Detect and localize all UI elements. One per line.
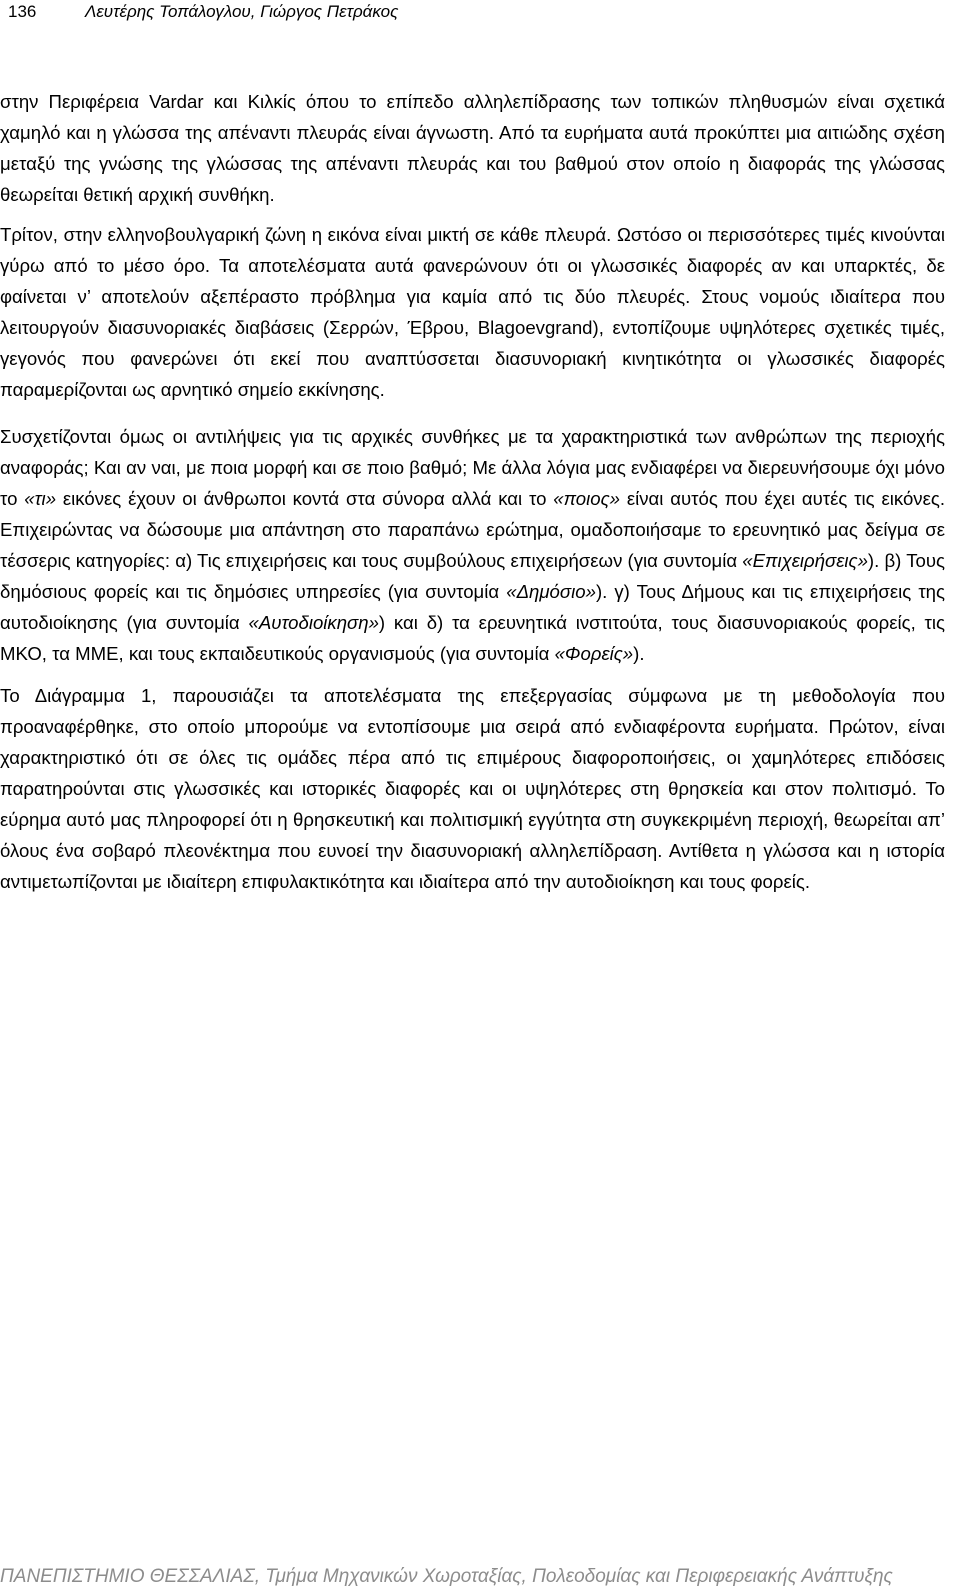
paragraph-3-emphasis-poios: «ποιος» [553,488,620,509]
paragraph-3-text-5: ). γ) Τους Δήμους και τις επιχειρήσεις της αυτοδιοίκησης (για συντομία [0,581,945,633]
page-number: 136 [8,2,37,21]
paragraph-3-emphasis-dimosio: «Δημόσιο» [506,581,596,602]
paragraph-4: Το Διάγραμμα 1, παρουσιάζει τα αποτελέσματα της επεξεργασίας σύμφωνα με τη μεθοδολογία που προαναφέρθηκε, στο οποίο μπορούμε να εντοπίσουμε μια σειρά από ενδιαφέροντα ευρήματα. Πρώτον, είναι χαρακτηριστικό ότι σε όλες τις ομάδες πέρα από τις επιμέρους διαφοροποιήσεις, οι χαμηλότερες επιδόσεις παρατηρούνται στις γλωσσικές και ιστορικές διαφορές και οι υψηλότερες στη θρησκεία και στον πολιτισμό. Το εύρημα αυτό μας πληροφορεί ότι η θρησκευτική και πολιτισμική εγγύτητα στη συγκεκριμένη περιοχή, θεωρείται απ’ όλους ένα σοβαρό πλεονέκτημα που ευνοεί την διασυνοριακή αλληλεπίδραση. Αντίθετα η γλώσσα και η ιστορία αντιμετωπίζονται με ιδιαίτερη επιφυλακτικότητα και ιδιαίτερα από την αυτοδιοίκηση και τους φορείς. [0,685,945,892]
page-header [0,0,960,30]
paragraph-3-text-7: ). [633,643,645,664]
paragraph-3-emphasis-epixeiriseis: «Επιχειρήσεις» [742,550,868,571]
paragraph-3-text-4: ). β) Τους δημόσιους φορείς και τις δημόσιες υπηρεσίες (για συντομία [0,550,945,602]
body-text [0,86,945,897]
paragraph-3-emphasis-aftodioikisi: «Αυτοδιοίκηση» [248,612,379,633]
paragraph-3-emphasis-foreis: «Φορείς» [554,643,634,664]
paragraph-3-text-6: ) και δ) τα ερευνητικά ινστιτούτα, τους διασυνοριακούς φορείς, τις ΜΚΟ, τα ΜΜΕ, και τους εκπαιδευτικούς οργανισμούς (για συντομία [0,612,945,664]
paragraph-3-text-2: εικόνες έχουν οι άνθρωποι κοντά στα σύνορα αλλά και το [56,488,554,509]
paragraph-3 [0,421,945,669]
paragraph-3-text-3: είναι αυτός που έχει αυτές τις εικόνες. Επιχειρώντας να δώσουμε μια απάντηση στο παραπάνω ερώτημα, ομαδοποιήσαμε το ερευνητικό μας δείγμα σε τέσσερις κατηγορίες: α) Τις επιχειρήσεις και τους συμβούλους επιχειρήσεων (για συντομία [0,488,945,571]
header-authors: Λευτέρης Τοπάλογλου, Γιώργος Πετράκος [85,2,399,21]
paragraph-2: Τρίτον, στην ελληνοβουλγαρική ζώνη η εικόνα είναι μικτή σε κάθε πλευρά. Ωστόσο οι περισσότερες τιμές κινούνται γύρω από το μέσο όρο. Τα αποτελέσματα αυτά φανερώνουν ότι οι γλωσσικές διαφορές αν και υπαρκτές, δε φαίνεται ν’ αποτελούν αξεπέραστο πρόβλημα για καμία από τις δύο πλευρές. Στους νομούς ιδιαίτερα που λειτουργούν διασυνοριακές διαβάσεις (Σερρών, Έβρου, Blagoevgrand), εντοπίζουμε υψηλότερες σχετικές τιμές, γεγονός που φανερώνει ότι εκεί που αναπτύσσεται διασυνοριακή κινητικότητα οι γλωσσικές διαφορές παραμερίζονται ως αρνητικό σημείο εκκίνησης. [0,224,945,400]
paragraph-3-text-1: Συσχετίζονται όμως οι αντιλήψεις για τις αρχικές συνθήκες με τα χαρακτηριστικά των ανθρώπων της περιοχής αναφοράς; Και αν ναι, με ποια μορφή και σε ποιο βαθμό; Με άλλα λόγια μας ενδιαφέρει να διερευνήσουμε όχι μόνο το [0,426,945,509]
paragraph-1: στην Περιφέρεια Vardar και Κιλκίς όπου το επίπεδο αλληλεπίδρασης των τοπικών πληθυσμών είναι σχετικά χαμηλό και η γλώσσα της απέναντι πλευράς είναι άγνωστη. Από τα ευρήματα αυτά προκύπτει μια αιτιώδης σχέση μεταξύ της γνώσης της γλώσσας της απέναντι πλευράς και του βαθμού στον οποίο η διαφοράς της γλώσσας θεωρείται θετική αρχική συνθήκη. [0,91,945,205]
page-footer: ΠΑΝΕΠΙΣΤΗΜΙΟ ΘΕΣΣΑΛΙΑΣ, Τμήμα Μηχανικών Χωροταξίας, Πολεοδομίας και Περιφερειακής Ανάπτυξης [0,1566,893,1587]
paragraph-3-emphasis-ti: «τι» [24,488,57,509]
